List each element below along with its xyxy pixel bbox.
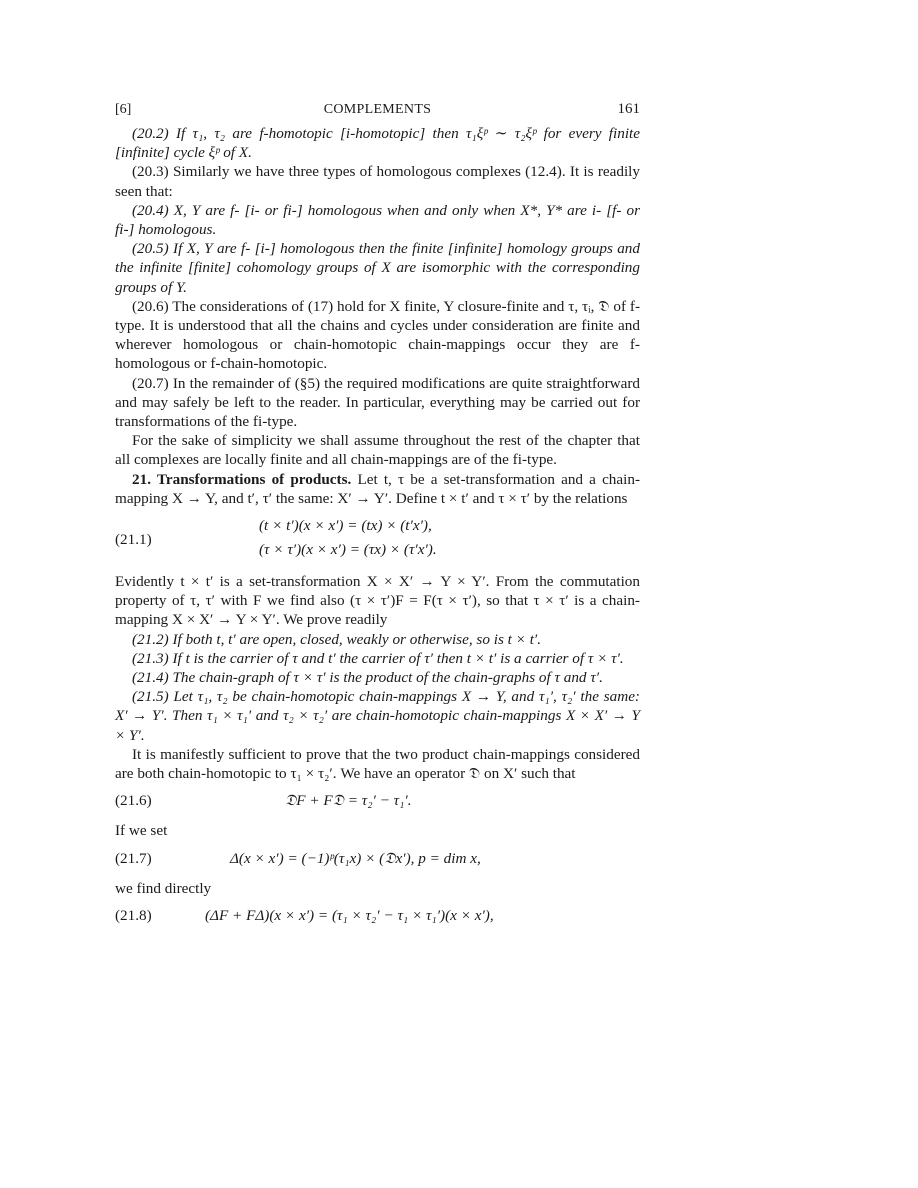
paragraph-we-find: we find directly	[115, 879, 212, 897]
equation-number: (21.6)	[115, 792, 152, 810]
statement-20-2: (20.2) If τ₁, τ₂ are f-homotopic [i-homotopic] then τ₁ξᵖ ∼ τ₂ξᵖ for every finite [infinite] cycle ξᵖ of X.	[115, 125, 640, 162]
equation-number: (21.7)	[115, 849, 152, 867]
equation-number: (21.8)	[115, 906, 152, 924]
section-21-heading: 21. Transformations of products.	[132, 470, 352, 488]
equation-21-8	[115, 906, 640, 928]
page-number: 161	[617, 101, 640, 117]
book-page	[115, 100, 640, 928]
equation-21-7	[115, 849, 640, 871]
chapter-title: COMPLEMENTS	[323, 102, 432, 117]
equation-body: 𝔇F + F𝔇 = τ₂′ − τ₁′.	[285, 792, 412, 810]
equation-21-6	[115, 791, 640, 813]
statement-21-3: (21.3) If t is the carrier of τ and t′ the carrier of τ′ then t × t′ is a carrier of τ × τ′.	[132, 649, 624, 667]
statement-21-2: (21.2) If both t, t′ are open, closed, weakly or otherwise, so is t × t′.	[132, 630, 542, 648]
statement-20-4: (20.4) X, Y are f- [i- or fi-] homologous when and only when X*, Y* are i- [f- or fi-] homologous.	[115, 201, 640, 239]
equation-line: (t × t′)(x × x′) = (tx) × (t′x′),	[259, 517, 432, 535]
equation-line: (τ × τ′)(x × x′) = (τx) × (τ′x′).	[259, 541, 437, 559]
paragraph-20-3: (20.3) Similarly we have three types of homologous complexes (12.4). It is readily seen that:	[115, 163, 640, 200]
statement-21-4: (21.4) The chain-graph of τ × τ′ is the product of the chain-graphs of τ and τ′.	[132, 669, 603, 687]
equation-body: (ΔF + FΔ)(x × x′) = (τ₁ × τ₂′ − τ₁ × τ₁′)(x × x′),	[205, 906, 494, 924]
statement-21-5: (21.5) Let τ₁, τ₂ be chain-homotopic chain-mappings X → Y, and τ₁′, τ₂′ the same: X′ → Y′. Then τ₁ × τ₁′ and τ₂ × τ₂′ are chain-homotopic chain-mappings X × X′ → Y × Y′.	[115, 688, 640, 744]
equation-number: (21.1)	[115, 531, 152, 549]
equation-body: Δ(x × x′) = (−1)ᵖ(τ₁x) × (𝔇x′), p = dim x,	[230, 849, 481, 867]
section-21-intro	[115, 470, 640, 508]
paragraph-simplicity: For the sake of simplicity we shall assume throughout the rest of the chapter that all complexes are locally finite and all chain-mappings are of the fi-type.	[115, 432, 640, 469]
statement-20-5: (20.5) If X, Y are f- [i-] homologous then the finite [infinite] homology groups and the infinite [finite] cohomology groups of X are isomorphic with the corresponding groups of Y.	[115, 240, 640, 296]
section-marker: [6]	[115, 102, 132, 117]
running-head	[115, 100, 640, 124]
equation-21-1	[115, 516, 640, 564]
paragraph-20-7: (20.7) In the remainder of (§5) the required modifications are quite straightforward and may safely be left to the reader. In particular, everything may be carried out for transformations of the fi-type.	[115, 374, 640, 431]
paragraph-20-6: (20.6) The considerations of (17) hold for X finite, Y closure-finite and τ, τᵢ, 𝔇 of f-type. It is understood that all the chains and cycles under consideration are finite and wherever homologous or chain-homotopic chain-mappings occur they are f-homologous or f-chain-homotopic.	[115, 297, 640, 373]
paragraph-evidently: Evidently t × t′ is a set-transformation X × X′ → Y × Y′. From the commutation property of τ, τ′ with F we find also (τ × τ′)F = F(τ × τ′), so that τ × τ′ is a chain-mapping X × X′ → Y × Y′. We prove readily	[115, 573, 640, 629]
paragraph-manifest: It is manifestly sufficient to prove that the two product chain-mappings considered are both chain-homotopic to τ₁ × τ₂′. We have an operator 𝔇 on X′ such that	[115, 745, 640, 783]
section-21-text: Let t, τ be a set-transformation and a chain-mapping X → Y, and t′, τ′ the same: X′ → Y′. Define t × t′ and τ × τ′ by the relations	[115, 470, 641, 507]
paragraph-if-we-set: If we set	[115, 822, 168, 840]
